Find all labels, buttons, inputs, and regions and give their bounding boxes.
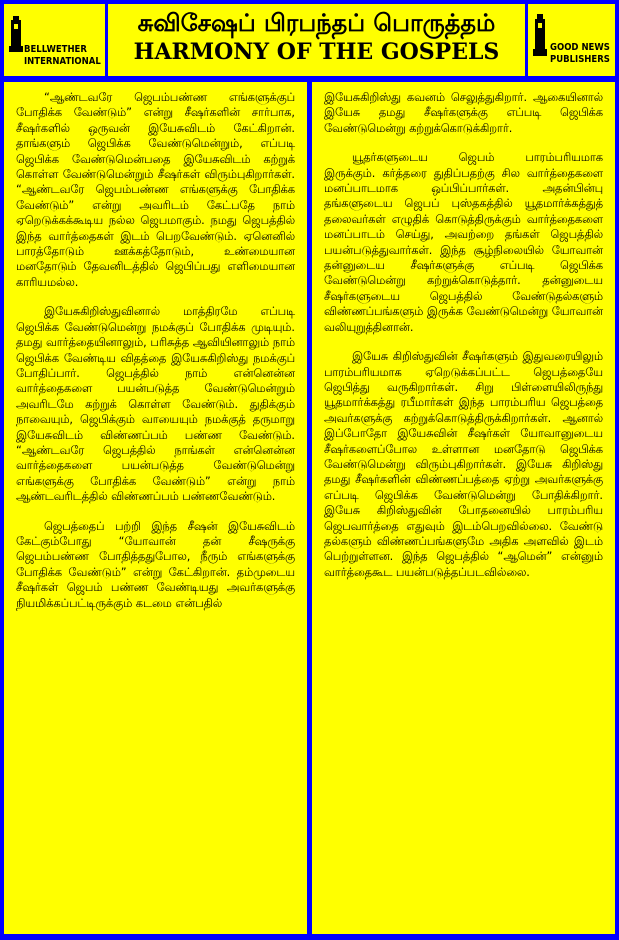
tower-icon [8,14,24,54]
logo-left-line: INTERNATIONAL [24,56,101,67]
paragraph: இயேசுகிறிஸ்துவினால் மாத்திரமே எப்படி ஜெபிக்க வேண்டுமென்று நமக்குப் போதிக்க முடியும். தமது வார்த்தையினாலும், பரிசுத்த ஆவியினாலும் நாம் ஜெபிக்க வேண்டிய விதத்தை இயேசுகிறிஸ்து நமக்குப் போதிப்பார். ஜெபத்தில் நாம் என்னென்ன வார்த்தைகளை பயன்படுத்த வேண்டுமென்றும் அவரிடமே கற்றுக் கொள்ள வேண்டும். துதிக்கும் நாவையும், ஜெபிக்கும் வாயையும் நமக்குத் தருமாறு இயேசுவிடம் விண்ணப்பம் பண்ண வேண்டும். “ஆண்டவரே ஜெபத்தில் நாங்கள் என்னென்ன வார்த்தைகளை பயன்படுத்த வேண்டுமென்று எங்களுக்கு போதிக்க வேண்டும்” என்று நாம் ஆண்டவரிடத்தில் விண்ணப்பம் பண்ணவேண்டும். [16,305,295,504]
logo-left-line: BELLWETHER [24,44,87,55]
good-news-logo [525,4,615,76]
page-title-tamil: சுவிசேஷப் பிரபந்தப் பொருத்தம் [137,9,496,37]
paragraph: “ஆண்டவரே ஜெபம்பண்ண எங்களுக்குப் போதிக்க வேண்டும்” என்று சீஷர்களின் சார்பாக, சீஷர்களில் ஒருவன் இயேசுவிடம் கேட்கிறான். தாங்களும் ஜெபிக்க வேண்டுமென்றும், எப்படி ஜெபிக்க வேண்டுமென்பதை இயேசுவிடம் கற்றுக் கொள்ள வேண்டுமென்றும் சீஷர்கள் விரும்புகிறார்கள். “ஆண்டவரே ஜெபம்பண்ண எங்களுக்கு போதிக்க வேண்டும்” என்று அவரிடம் கேட்பதே நாம் ஏறெடுக்கக்கூடிய நல்ல ஜெபமாகும். நமது ஜெபத்தில் இந்த வார்த்தைகள் இடம் பெறவேண்டும். ஏனெனில் பாரத்தோடும் ஊக்கத்தோடும், உண்மையான மனதோடும் தேவனிடத்தில் ஜெபிப்பது எளிமையான காரியமல்ல. [16,91,295,289]
left-text-column [4,82,307,934]
title-block [108,4,525,76]
bellwether-logo [4,4,108,76]
tower-icon [532,14,548,58]
logo-right-line: PUBLISHERS [550,54,610,65]
paragraph: யூதர்களுடைய ஜெபம் பாரம்பரியமாக இருக்கும். கர்த்தரை துதிப்பதற்கு சில வார்த்தைகளை மனப்பாடமாக ஒப்பிப்பார்கள். அதன்பின்பு தங்களுடைய ஜெபப் புஸ்தகத்தில் யூதமார்க்கத்துத் தலைவர்கள் எழுதிக் கொடுத்திருக்கும் வார்த்தைகளை மனப்பாடம் செய்து, அவற்றை தங்கள் ஜெபத்தில் பயன்படுத்துவார்கள். இந்த சூழ்நிலையில் யோவான் தன்னுடைய சீஷர்களுக்கு எப்படி ஜெபிக்க வேண்டுமென்று கற்றுக்கொடுத்தார். தன்னுடைய சீஷர்களுடைய ஜெபத்தில் வேண்டுதல்களும் விண்ணப்பங்களும் இருக்க வேண்டுமென்று யோவான் வலியுறுத்தினான். [324,151,603,334]
paragraph: இயேசுகிறிஸ்து கவனம் செலுத்துகிறார். ஆகையினால் இயேசு தமது சீஷர்களுக்கு எப்படி ஜெபிக்க வேண்டுமென்று கற்றுக்கொடுக்கிறார். [324,91,603,135]
paragraph: ஜெபத்தைப் பற்றி இந்த சீஷன் இயேசுவிடம் கேட்கும்போது “யோவான் தன் சீஷருக்கு ஜெபம்பண்ண போதித்ததுபோல, நீரும் எங்களுக்கு போதிக்க வேண்டும்” என்று கேட்கிறான். தம்முடைய சீஷர்கள் ஜெபம் பண்ண வேண்டியது அவர்களுக்கு நியமிக்கப்பட்டிருக்கும் கடமை என்பதில் [16,519,295,610]
page-title-english: HARMONY OF THE GOSPELS [133,39,500,65]
paragraph: இயேசு கிறிஸ்துவின் சீஷர்களும் இதுவரையிலும் பாரம்பரியமாக ஏறெடுக்கப்பட்ட ஜெபத்தையே ஜெபித்து வருகிறார்கள். சிறு பிள்ளையிலிருந்து யூதமார்க்கத்து ரபீமார்கள் இந்த பாரம்பரிய ஜெபத்தை அவர்களுக்கு கற்றுக்கொடுத்திருக்கிறார்கள். ஆனால் இப்போதோ இயேசுவின் சீஷர்கள் யோவானுடைய சீஷர்களைப்போல உள்ளான மனதோடு ஜெபிக்க வேண்டுமென்று விரும்புகிறார்கள். இயேசு கிறிஸ்து தமது சீஷர்களின் விண்ணப்பத்தை ஏற்று அவர்களுக்கு எப்படி ஜெபிக்க வேண்டுமென்று போதிக்கிறார். இயேசு கிறிஸ்துவின் போதனையில் பாரம்பரிய ஜெபவார்த்தை எதுவும் இடம்பெறவில்லை. வேண்டு தல்களும் விண்ணப்பங்களுமே அதிக அளவில் இடம் பெற்றுள்ளன. இந்த ஜெபத்தில் “ஆமென்” என்னும் வார்த்தைகூட பயன்படுத்தப்படவில்லை. [324,350,603,579]
right-text-column [312,82,615,934]
good-news-logo-text [550,42,610,66]
header-banner [4,4,615,76]
logo-right-line: GOOD NEWS [550,42,610,53]
bellwether-logo-text [24,44,101,68]
